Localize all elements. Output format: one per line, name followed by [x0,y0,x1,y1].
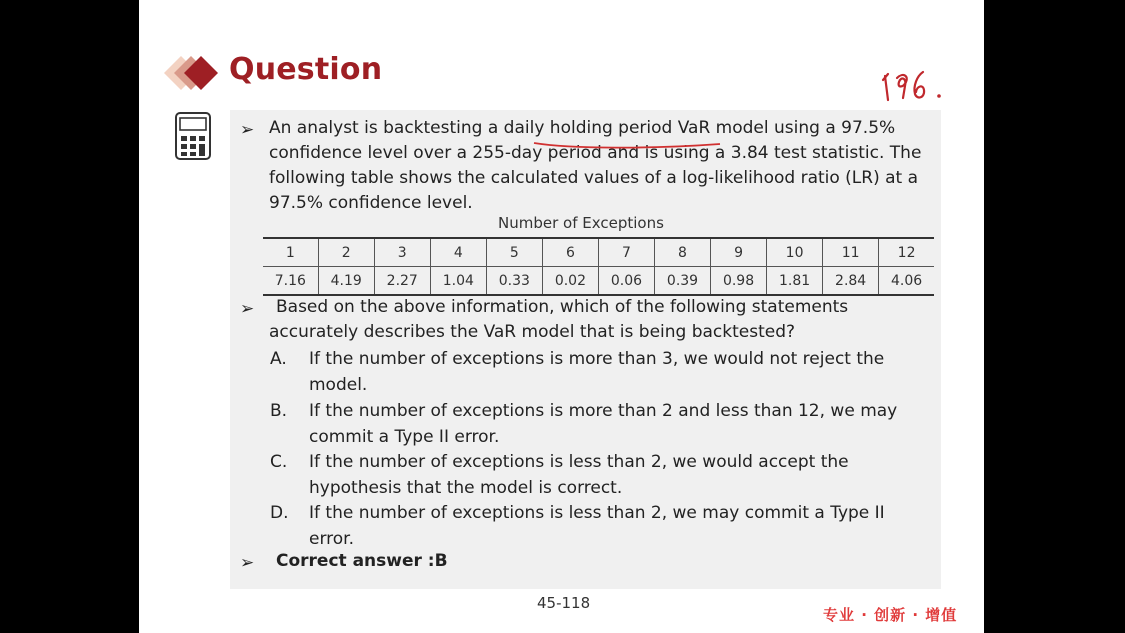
lr-values-row [263,267,934,296]
table-cell: 4 [430,238,486,267]
question-intro: An analyst is backtesting a daily holding period VaR model using a 97.5% confidence level over a 255-day period and is using a 3.84 test statistic. The following table shows the calculated values of a log-likelihood ratio (LR) at a 97.5% confidence level. [269,118,922,213]
table-caption: Number of Exceptions [498,214,664,232]
table-cell: 0.98 [711,267,767,296]
lr-table [263,237,934,296]
correct-answer: Correct answer :B [276,551,448,571]
table-cell: 5 [486,238,542,267]
bullet-arrow-icon: ➢ [240,553,255,573]
option-text: If the number of exceptions is more than 3, we would not reject the model. [309,349,885,395]
table-cell: 12 [879,238,934,267]
slide-title: Question [229,52,383,87]
table-cell: 6 [542,238,598,267]
table-cell: 11 [823,238,879,267]
table-cell: 3 [374,238,430,267]
option-text: If the number of exceptions is less than 2, we may commit a Type II error. [309,503,885,549]
table-cell: 0.33 [486,267,542,296]
table-cell: 8 [654,238,710,267]
diamond-logo-icon [161,52,221,94]
table-cell: 4.06 [879,267,934,296]
table-cell: 10 [767,238,823,267]
table-cell: 1.81 [767,267,823,296]
table-cell: 2.84 [823,267,879,296]
slogan: 专业 · 创新 · 增值 [823,606,958,624]
page-number: 45-118 [537,594,591,612]
table-cell: 2 [318,238,374,267]
question-prompt: Based on the above information, which of the following statements accurately describes the VaR model that is being backtested? [269,297,849,342]
option-letter: C. [270,452,288,472]
table-cell: 2.27 [374,267,430,296]
table-cell: 0.06 [598,267,654,296]
option-letter: B. [270,401,288,421]
option-text: If the number of exceptions is more than 2 and less than 12, we may commit a Type II error. [309,401,898,447]
table-cell: 1.04 [430,267,486,296]
table-cell: 0.02 [542,267,598,296]
option-letter: A. [270,349,287,369]
exceptions-row [263,238,934,267]
option-text: If the number of exceptions is less than 2, we would accept the hypothesis that the model is correct. [309,452,849,498]
table-cell: 0.39 [654,267,710,296]
red-underline-mark [532,140,722,150]
bullet-arrow-icon: ➢ [240,120,255,140]
handwritten-note-icon [879,62,949,108]
bullet-arrow-icon: ➢ [240,299,255,319]
option-letter: D. [270,503,289,523]
question-panel [230,110,941,589]
table-cell: 7.16 [263,267,318,296]
table-cell: 4.19 [318,267,374,296]
slide [139,0,984,633]
table-cell: 1 [263,238,318,267]
table-cell: 7 [598,238,654,267]
calculator-icon [175,112,211,160]
table-cell: 9 [711,238,767,267]
